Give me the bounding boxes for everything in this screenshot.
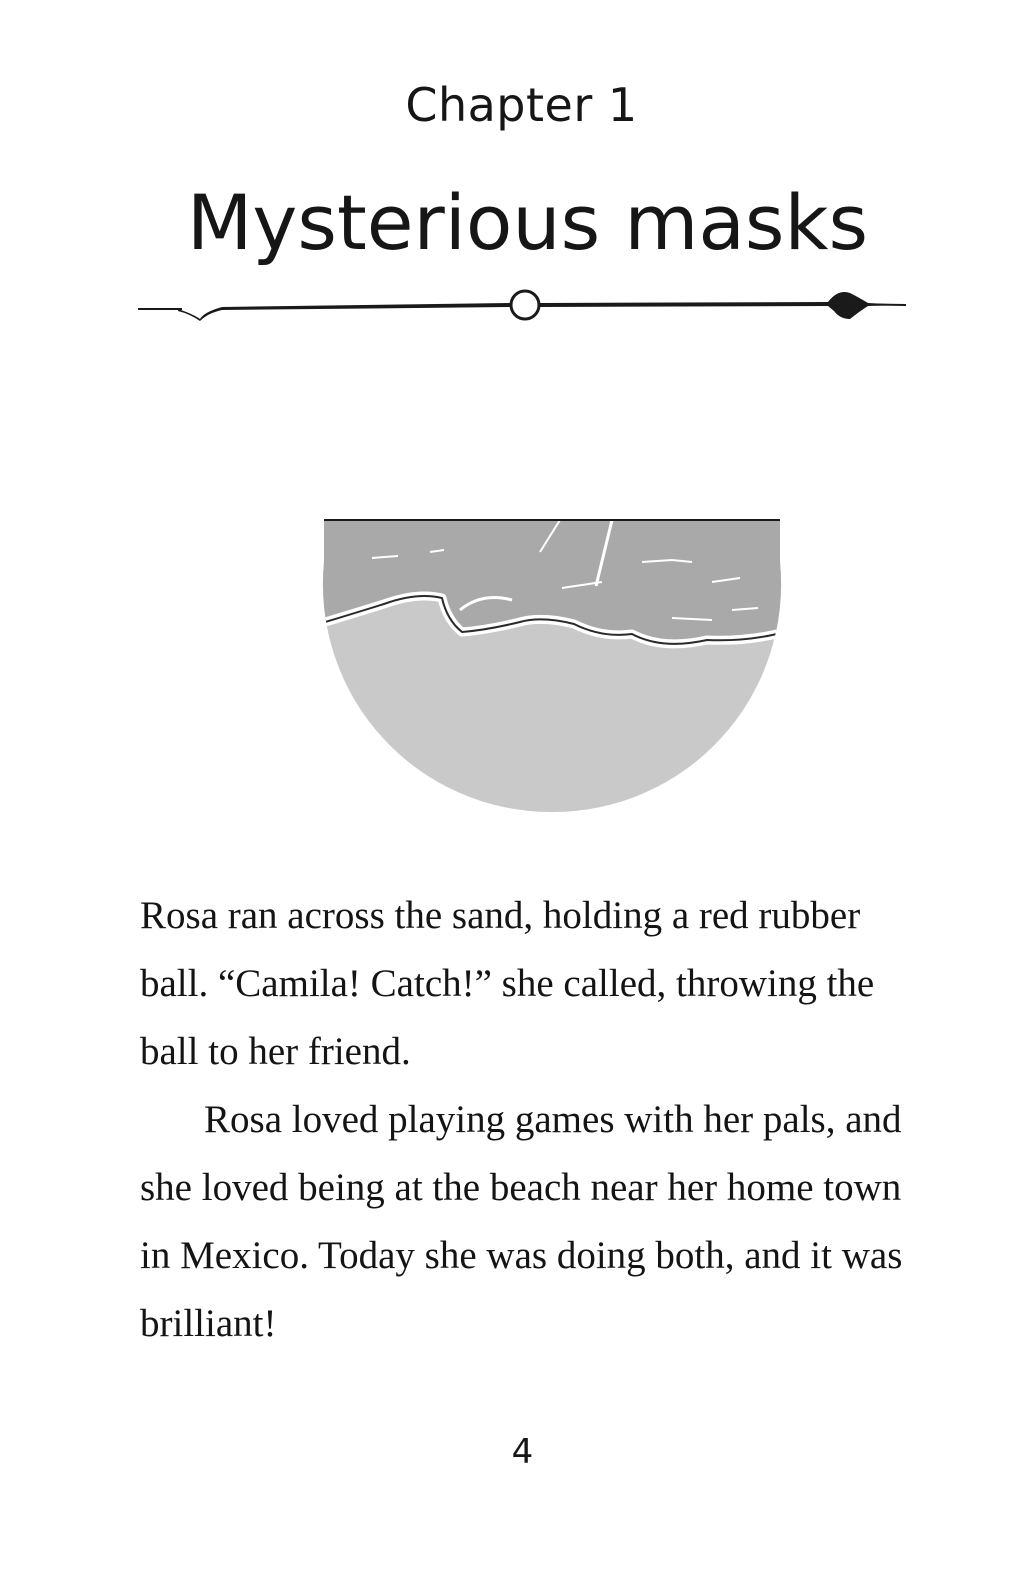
ornamental-divider-icon <box>138 285 906 329</box>
story-text <box>140 882 920 1358</box>
beach-shore-illustration <box>312 512 792 824</box>
paragraph: Rosa loved playing games with her pals, and she loved being at the beach near her home town in Mexico. Today she was doing both, and it was brilliant! <box>140 1098 903 1345</box>
chapter-label: Chapter 1 <box>405 78 638 132</box>
page-number: 4 <box>511 1432 534 1472</box>
paragraph: Rosa ran across the sand, holding a red rubber ball. “Camila! Catch!” she called, throwing the ball to her friend. <box>140 894 875 1073</box>
chapter-title: Mysterious masks <box>186 178 869 267</box>
